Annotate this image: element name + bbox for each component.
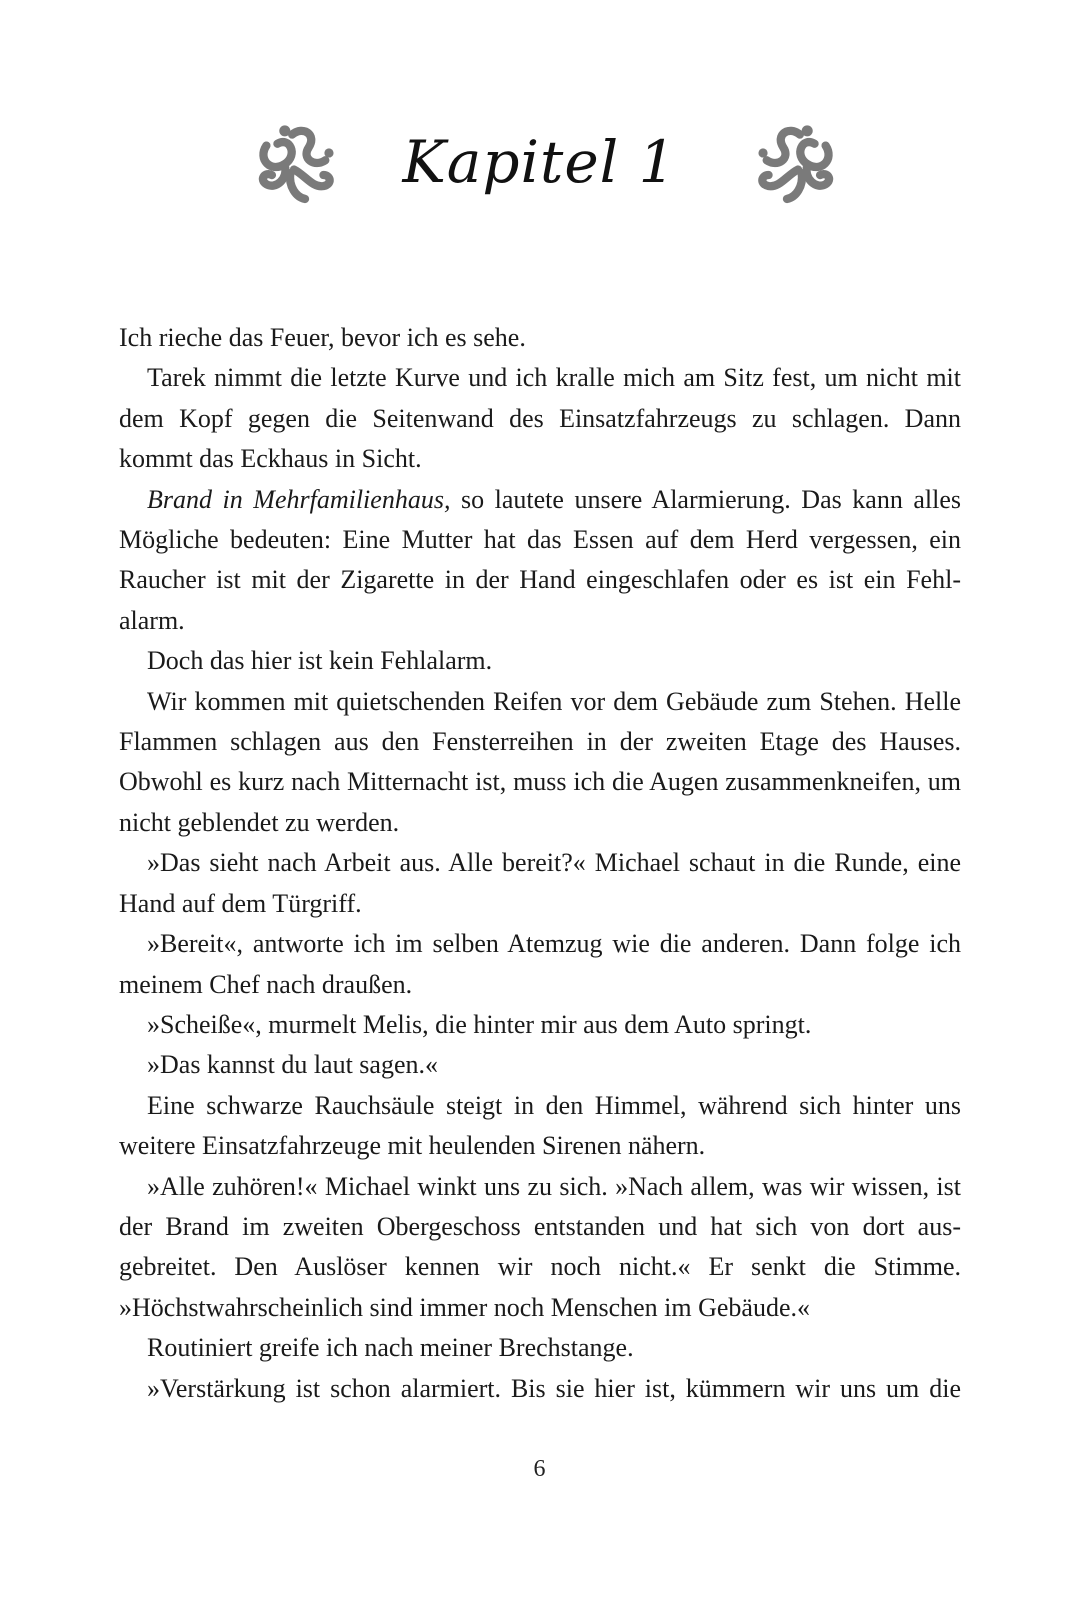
paragraph: »Bereit«, antworte ich im selben Atemzug wie die anderen. Dann folge ich meinem Chef nach draußen.	[119, 929, 961, 999]
page-number: 6	[533, 1456, 546, 1482]
paragraph: Eine schwarze Rauchsäule steigt in den Himmel, während sich hinter uns weitere Einsatzfahrzeuge mit heulenden Sirenen nähern.	[119, 1090, 961, 1161]
paragraph: »Scheiße«, murmelt Melis, die hinter mir aus dem Auto springt.	[147, 1009, 812, 1039]
paragraph: »Alle zuhören!« Michael winkt uns zu sich. »Nach allem, was wir wissen, ist der Brand im zweiten Obergeschoss entstanden und hat sich von dort ausgebreitet. Den Auslöser kennen wir noch nicht.« Er senkt die Stimme. »Höchstwahrscheinlich sind immer noch Menschen im Gebäude.«	[119, 1171, 961, 1322]
paragraph: »Verstärkung ist schon alarmiert. Bis sie hier ist, kümmern wir uns um die	[147, 1373, 961, 1403]
paragraph-text: so lautete unsere Alarmierung. Das kann alles Mögliche bedeuten: Eine Mutter hat das Essen auf dem Herd vergessen, ein Raucher ist mit der Zigarette in der Hand eingeschlafen oder es ist ein Fehlalarm.	[119, 484, 962, 635]
paragraph: Routiniert greife ich nach meiner Brechstange.	[147, 1333, 634, 1363]
paragraph: »Das kannst du laut sagen.«	[147, 1050, 439, 1080]
paragraph: Tarek nimmt die letzte Kurve und ich kralle mich am Sitz fest, um nicht mit dem Kopf gegen die Seitenwand des Einsatzfahrzeugs zu schlagen. Dann kommt das Eckhaus in Sicht.	[119, 363, 961, 474]
flourish-ornament-icon	[752, 118, 844, 210]
paragraph: Wir kommen mit quietschenden Reifen vor dem Gebäude zum Stehen. Helle Flammen schlagen aus den Fensterreihen in der zweiten Etage des Hauses. Obwohl es kurz nach Mitternacht ist, muss ich die Augen zusammenkneifen, um nicht geblendet zu werden.	[119, 686, 961, 837]
paragraph: Doch das hier ist kein Fehlalarm.	[147, 646, 493, 676]
paragraph: »Das sieht nach Arbeit aus. Alle bereit?« Michael schaut in die Runde, eine Hand auf dem Türgriff.	[119, 848, 961, 918]
body-text	[119, 318, 961, 1409]
chapter-header	[0, 110, 1079, 230]
chapter-title: Kapitel 1	[402, 128, 677, 196]
paragraph	[119, 480, 961, 642]
paragraph: Ich rieche das Feuer, bevor ich es sehe.	[119, 323, 526, 352]
italic-phrase: Brand in Mehrfamilienhaus,	[147, 484, 451, 514]
